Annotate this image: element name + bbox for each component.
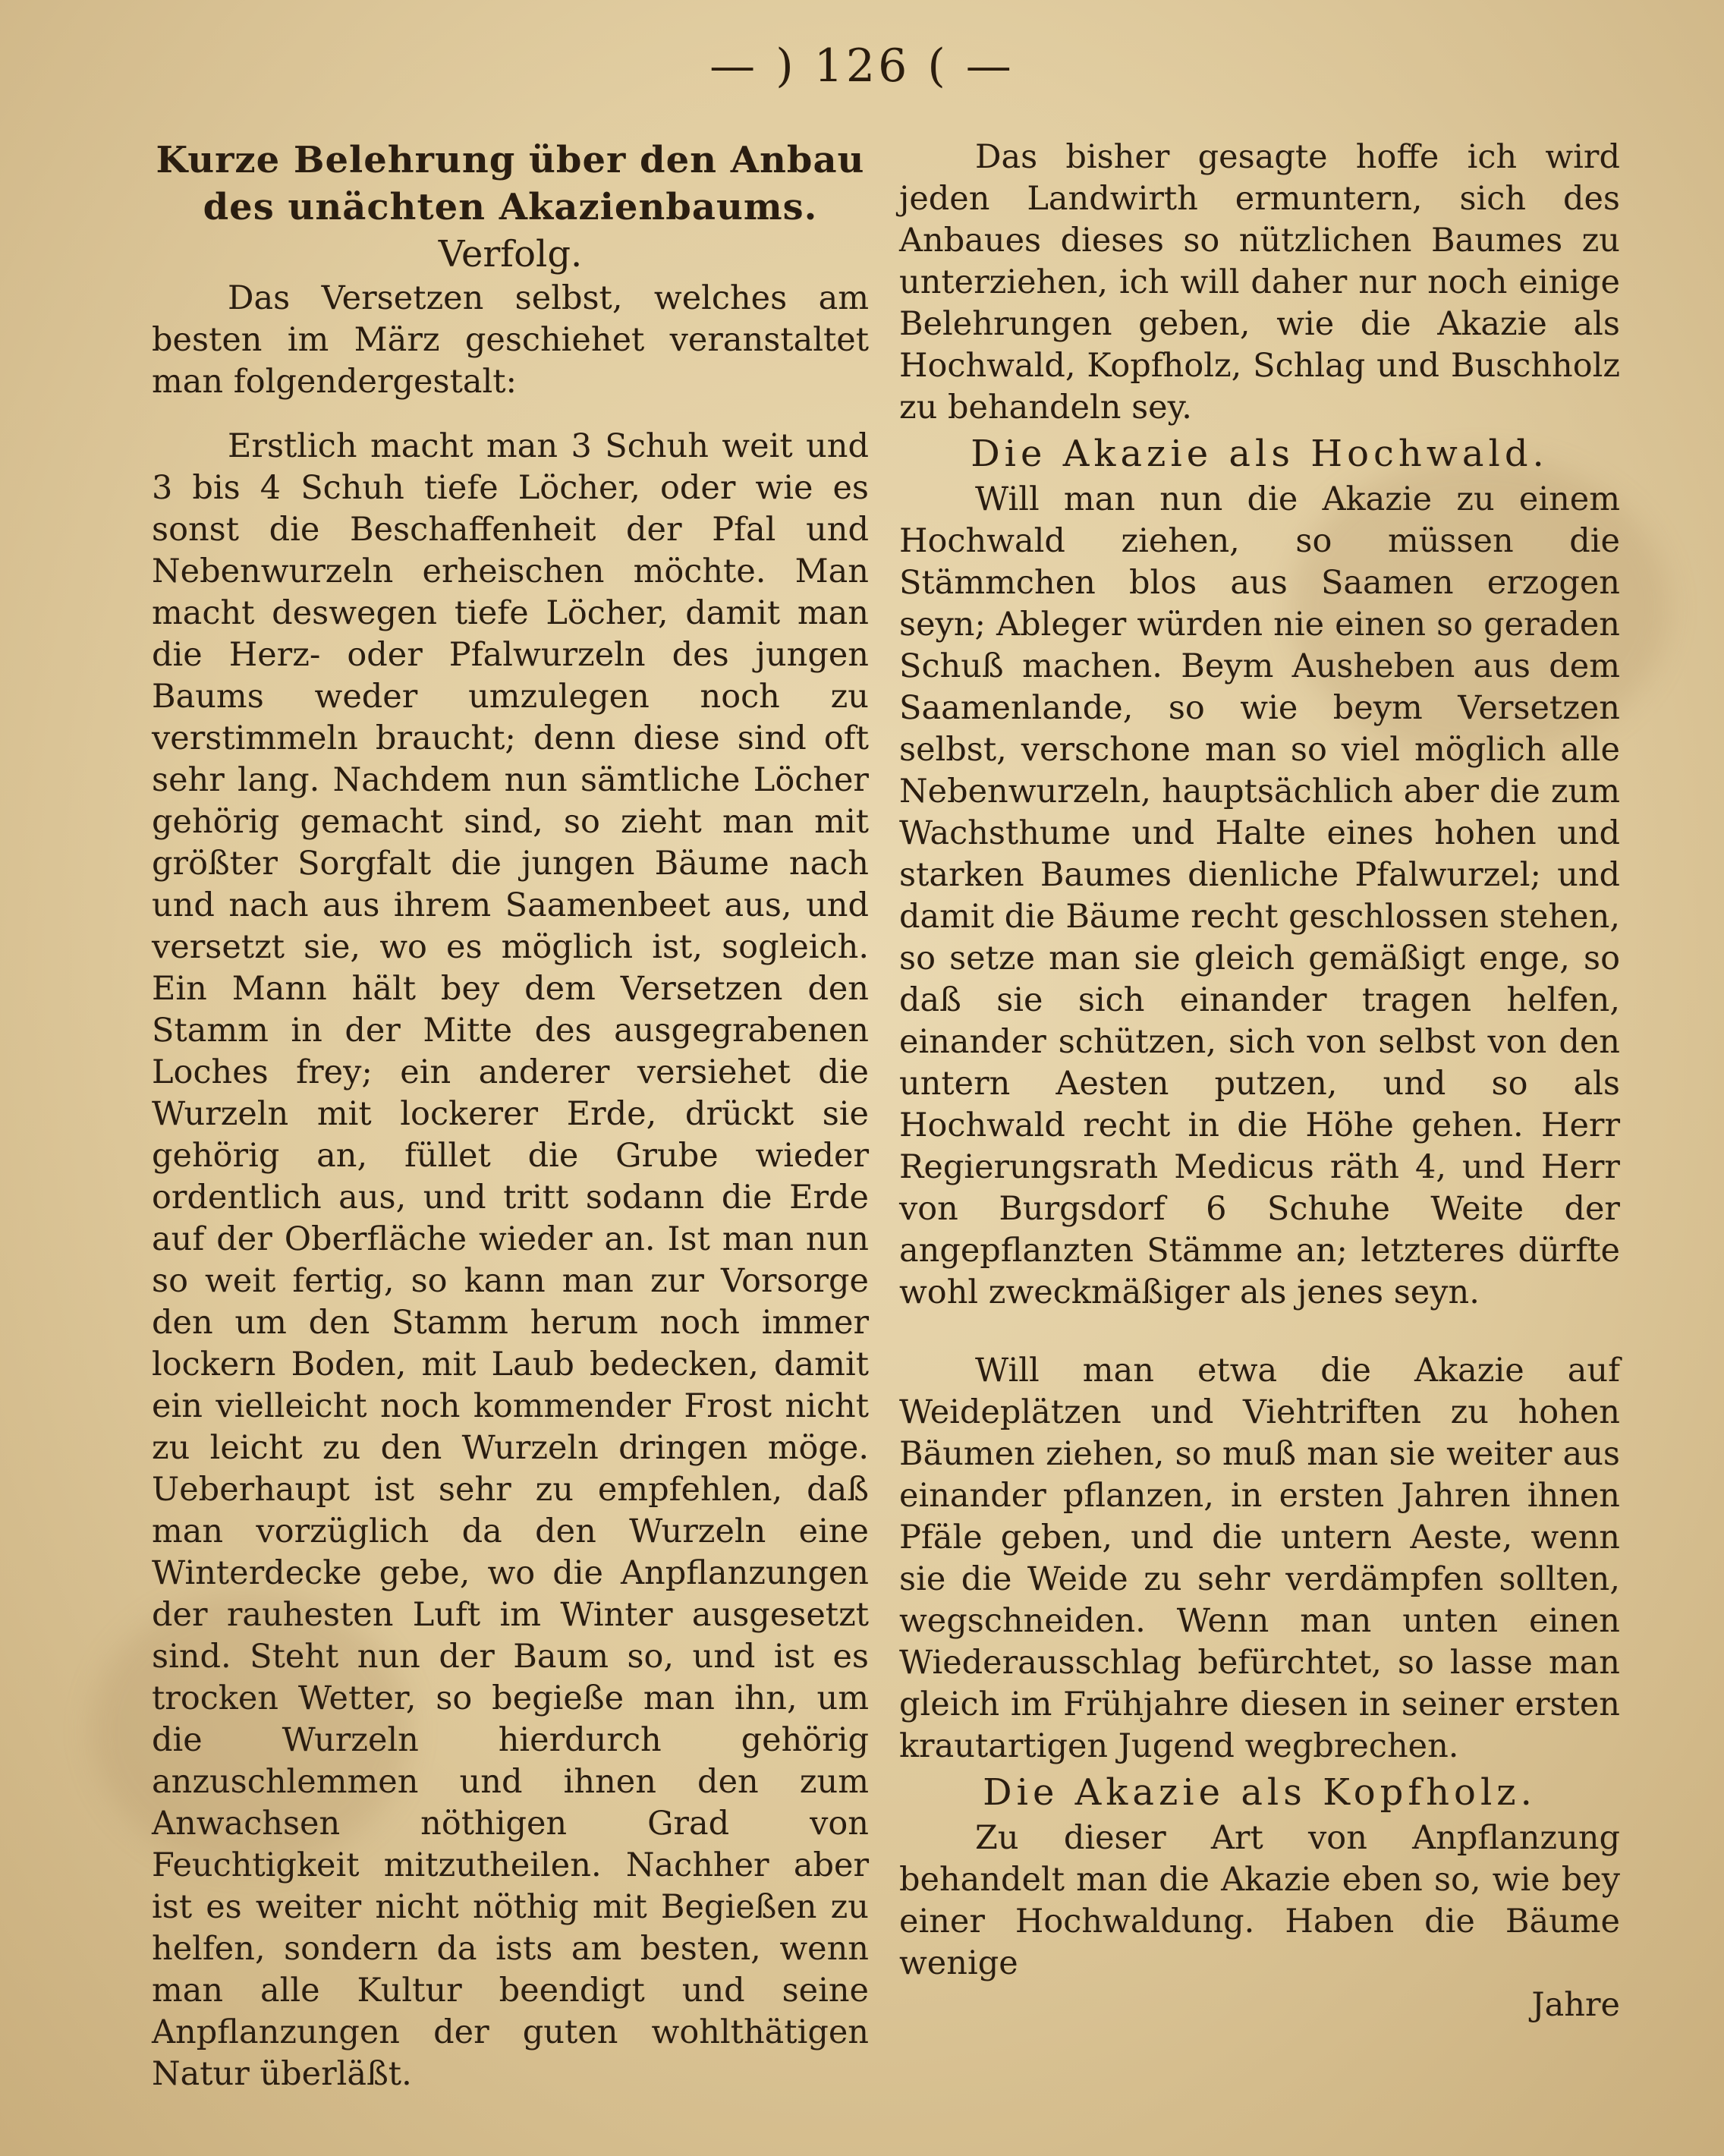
catchword: Jahre [1531, 1986, 1620, 2024]
article-subtitle: Verfolg. [438, 233, 583, 275]
hochwald-paragraph: Will man nun die Akazie zu einem Hochwald ziehen, so müssen die Stämmchen blos aus Saamen erzogen seyn; Ableger würden nie einen so geraden Schuß machen. Beym Ausheben aus dem Saamenlande, so wie beym Versetzen selbst, verschone man so viel möglich alle Nebenwurzeln, hauptsächlich aber die zum Wachsthume und Halte eines hohen und starken Baumes dienliche Pfalwurzel; und damit die Bäume recht geschlossen stehen, so setze man sie gleich gemäßigt enge, so daß sie sich einander tragen helfen, einander schützen, sich von selbst von den untern Aesten putzen, und so als Hochwald recht in die Höhe gehen. Herr Regierungsrath Medicus räth 4, und Herr von Burgsdorf 6 Schuhe Weite der angepflanzten Stämme an; letzteres dürfte wohl zweckmäßiger als jenes seyn. [899, 480, 1620, 1311]
section-heading-hochwald: Die Akazie als Hochwald. [971, 433, 1549, 475]
left-column [152, 137, 869, 2095]
body-paragraph: Erstlich macht man 3 Schuh weit und 3 bis 4 Schuh tiefe Löcher, oder wie es sonst die Beschaffenheit der Pfal und Nebenwurzeln erheischen möchte. Man macht deswegen tiefe Löcher, damit man die Herz- oder Pfalwurzeln des jungen Baums weder umzulegen noch zu verstimmeln braucht; denn diese sind oft sehr lang. Nachdem nun sämtliche Löcher gehörig gemacht sind, so zieht man mit größter Sorgfalt die jungen Bäume nach und nach aus ihrem Saamenbeet aus, und versetzt sie, wo es möglich ist, sogleich. Ein Mann hält bey dem Versetzen den Stamm in der Mitte des ausgegrabenen Loches frey; ein anderer versiehet die Wurzeln mit lockerer Erde, drückt sie gehörig an, füllet die Grube wieder ordentlich aus, und tritt sodann die Erde auf der Oberfläche wieder an. Ist man nun so weit fertig, so kann man zur Vorsorge den um den Stamm herum noch immer lockern Boden, mit Laub bedecken, damit ein vielleicht noch kommender Frost nicht zu leicht zu den Wurzeln dringen möge. Ueberhaupt ist sehr zu empfehlen, daß man vorzüglich da den Wurzeln eine Winterdecke gebe, wo die Anpflanzungen der rauhesten Luft im Winter ausgesetzt sind. Steht nun der Baum so, und ist es trocken Wetter, so begieße man ihn, um die Wurzeln hierdurch gehörig anzuschlemmen und ihnen den zum Anwachsen nöthigen Grad von Feuchtigkeit mitzutheilen. Nachher aber ist es weiter nicht nöthig mit Begießen zu helfen, sondern da ists am besten, wenn man alle Kultur beendigt und seine Anpflanzungen der guten wohlthätigen Natur überläßt. [152, 427, 869, 2093]
intro-paragraph: Das Versetzen selbst, welches am besten im März geschiehet veranstaltet man folgendergestalt: [152, 279, 869, 401]
right-column [899, 137, 1620, 2026]
weide-paragraph: Will man etwa die Akazie auf Weideplätzen und Viehtriften zu hohen Bäumen ziehen, so muß man sie weiter aus einander pflanzen, in ersten Jahren ihnen Pfäle geben, und die untern Aeste, wenn sie die Weide zu sehr verdämpfen sollten, wegschneiden. Wenn man unten einen Wiederausschlag befürchtet, so lasse man gleich im Frühjahre diesen in seiner ersten krautartigen Jugend wegbrechen. [899, 1352, 1620, 1765]
section-heading-kopfholz: Die Akazie als Kopfholz. [983, 1771, 1537, 1814]
kopfholz-paragraph: Zu dieser Art von Anpflanzung behandelt man die Akazie eben so, wie bey einer Hochwaldung. Haben die Bäume wenige [899, 1819, 1620, 1982]
page-number: — ) 126 ( — [709, 39, 1015, 93]
right-intro-paragraph: Das bisher gesagte hoffe ich wird jeden Landwirth ermuntern, sich des Anbaues dieses so nützlichen Baumes zu unterziehen, ich will daher nur noch einige Belehrungen geben, wie die Akazie als Hochwald, Kopfholz, Schlag und Buschholz zu behandeln sey. [899, 138, 1620, 426]
article-title: Kurze Belehrung über den Anbau des unächten Akazienbaums. [156, 139, 865, 228]
